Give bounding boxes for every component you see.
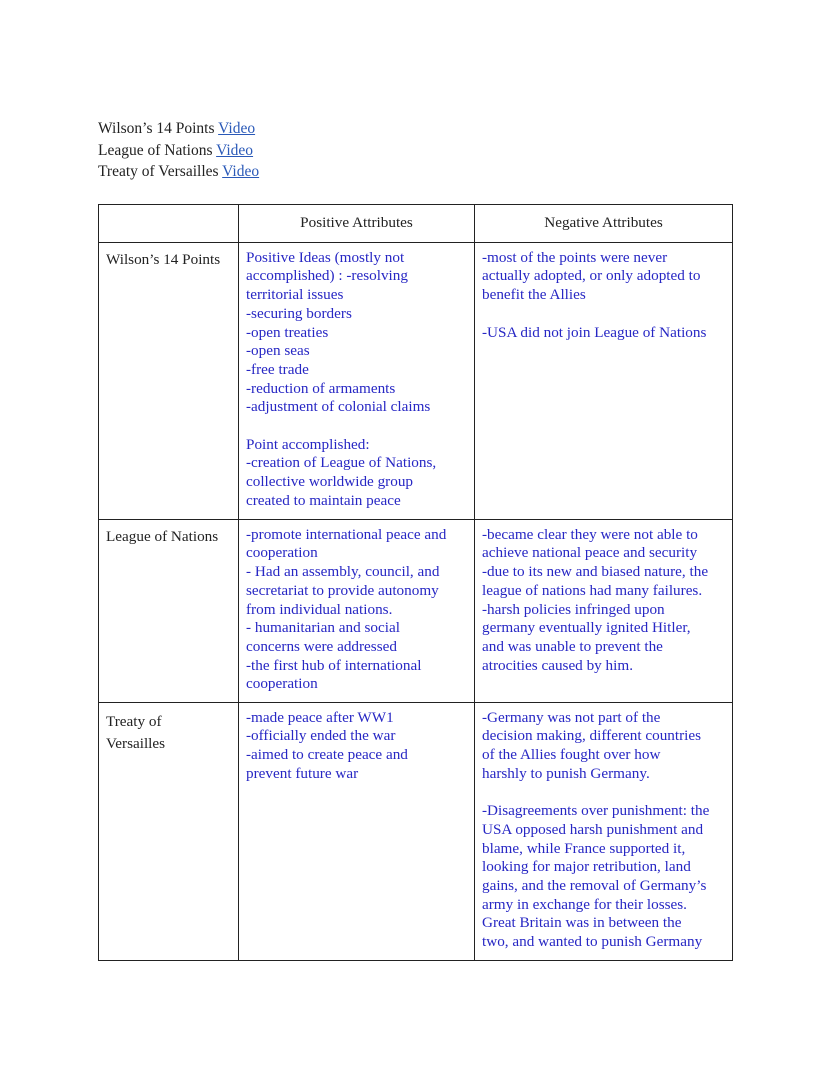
cell-text-line: -aimed to create peace and [246, 746, 408, 764]
cell-positive-wilson [239, 242, 475, 519]
cell-text-line: army in exchange for their losses. [482, 895, 687, 913]
cell-positive-league [239, 519, 475, 702]
cell-text-line: -officially ended the war [246, 727, 396, 745]
cell-negative-wilson [475, 242, 733, 519]
row-label-wilson: Wilson’s 14 Points [99, 242, 239, 519]
cell-text-line: -Disagreements over punishment: the [482, 802, 710, 820]
comparison-table [98, 204, 733, 961]
cell-text-line: -securing borders [246, 304, 352, 322]
cell-text-line: -the first hub of international [246, 656, 422, 674]
cell-text-line: - Had an assembly, council, and [246, 563, 440, 581]
video-link-league[interactable]: Video [216, 141, 254, 159]
table-row [99, 702, 733, 960]
cell-text-line: prevent future war [246, 764, 359, 782]
cell-text-line: from individual nations. [246, 600, 393, 618]
table-row [99, 242, 733, 519]
cell-text-line: blame, while France supported it, [482, 839, 686, 857]
cell-text-line: Positive Ideas (mostly not [246, 248, 405, 266]
cell-text-line: -most of the points were never [482, 248, 668, 266]
table-header-row [99, 205, 733, 243]
cell-text-line: benefit the Allies [482, 286, 586, 304]
cell-text-line: league of nations had many failures. [482, 581, 703, 599]
header-positive-attributes: Positive Attributes [239, 205, 475, 243]
header-empty-cell [99, 205, 239, 243]
video-link-line-versailles [98, 161, 259, 183]
cell-text-line: cooperation [246, 544, 318, 562]
video-link-line-league [98, 140, 259, 162]
cell-text-line: two, and wanted to punish Germany [482, 933, 703, 951]
cell-text-line: -promote international peace and [246, 525, 447, 543]
cell-text-line: created to maintain peace [246, 491, 401, 509]
cell-text-line: -harsh policies infringed upon [482, 600, 665, 618]
video-link-wilson[interactable]: Video [218, 120, 256, 137]
cell-text-line: -creation of League of Nations, [246, 454, 437, 472]
blank-line [482, 305, 725, 324]
video-link-versailles[interactable]: Video [222, 163, 260, 180]
cell-positive-versailles [239, 702, 475, 960]
cell-text-line: -made peace after WW1 [246, 708, 394, 726]
cell-text-line: Versailles [106, 734, 166, 752]
topic-label: Wilson’s 14 Points [98, 120, 215, 137]
cell-text-line: territorial issues [246, 286, 344, 304]
topic-label: Treaty of Versailles [98, 163, 219, 180]
cell-text-line: secretariat to provide autonomy [246, 581, 439, 599]
blank-line [482, 784, 725, 803]
cell-text-line: collective worldwide group [246, 473, 414, 491]
cell-text-line: harshly to punish Germany. [482, 764, 650, 782]
cell-text-line: actually adopted, or only adopted to [482, 267, 701, 285]
cell-text-line: gains, and the removal of Germany’s [482, 877, 707, 895]
cell-text-line: -adjustment of colonial claims [246, 398, 431, 416]
cell-text-line: - humanitarian and social [246, 619, 400, 637]
cell-text-line: -open treaties [246, 323, 329, 341]
cell-text-line: -became clear they were not able to [482, 525, 698, 543]
cell-text-line: and was unable to prevent the [482, 637, 663, 655]
cell-text-line: germany eventually ignited Hitler, [482, 619, 691, 637]
cell-text-line: -USA did not join League of Nations [482, 323, 707, 341]
cell-text-line: accomplished) : -resolving [246, 267, 408, 285]
row-label-league: League of Nations [99, 519, 239, 702]
cell-text-line: -reduction of armaments [246, 379, 396, 397]
cell-text-line: cooperation [246, 675, 318, 693]
cell-text-line: of the Allies fought over how [482, 746, 661, 764]
header-negative-attributes: Negative Attributes [475, 205, 733, 243]
cell-text-line: USA opposed harsh punishment and [482, 820, 704, 838]
cell-text-line: -due to its new and biased nature, the [482, 563, 709, 581]
blank-line [246, 417, 467, 436]
cell-negative-versailles [475, 702, 733, 960]
topic-label: League of Nations [98, 141, 213, 159]
cell-text-line: concerns were addressed [246, 637, 397, 655]
cell-text-line: -open seas [246, 342, 310, 360]
cell-negative-league [475, 519, 733, 702]
cell-text-line: -free trade [246, 360, 309, 378]
cell-text-line: decision making, different countries [482, 727, 702, 745]
video-links-list [98, 118, 259, 183]
cell-text-line: looking for major retribution, land [482, 858, 691, 876]
cell-text-line: Treaty of [106, 712, 162, 730]
cell-text-line: Great Britain was in between the [482, 914, 682, 932]
row-label-versailles [99, 702, 239, 960]
cell-text-line: atrocities caused by him. [482, 656, 633, 674]
table-row [99, 519, 733, 702]
cell-text-line: -Germany was not part of the [482, 708, 661, 726]
video-link-line-wilson [98, 118, 259, 140]
cell-text-line: Point accomplished: [246, 435, 370, 453]
cell-text-line: achieve national peace and security [482, 544, 698, 562]
